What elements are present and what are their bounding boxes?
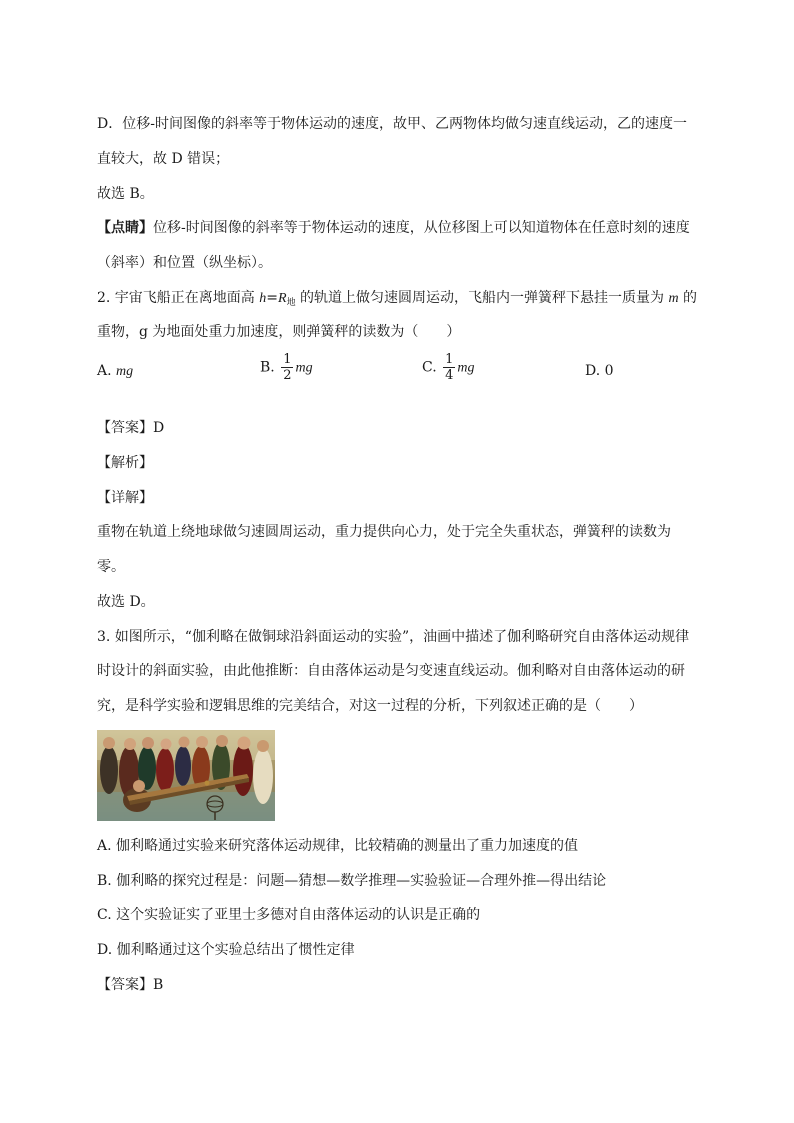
q3-option-a: A. 伽利略通过实验来研究落体运动规律，比较精确的测量出了重力加速度的值 [97,838,579,854]
q1-choose: 故选 B。 [97,186,154,202]
q2-stem-line1: 2. 宇宙飞船正在离地面高 $h=R_地$ 的轨道上做匀速圆周运动，飞船内一弹簧秤下悬挂一质量为 m 的 [97,290,698,308]
q2-option-a: A. mg [97,363,134,379]
q2-stem-line2: 重物，g 为地面处重力加速度，则弹簧秤的读数为（ ） [97,324,461,340]
dianjing-tag: 【点睛】 [97,220,153,236]
q1-option-d-line2: 直较大，故 D 错误； [97,151,230,167]
fraction-one-quarter: $\frac{1}{4}$ [445,352,454,383]
q1-option-d-line1: D．位移-时间图像的斜率等于物体运动的速度，故甲、乙两物体均做匀速直线运动，乙的速度一 [97,116,687,132]
q1-dianjing-line2: （斜率）和位置（纵坐标）。 [97,255,272,271]
q2-option-c: C. $\frac{1}{4}$ mg [422,352,475,383]
q3-option-b: B. 伽利略的探究过程是：问题—猜想—数学推理—实验验证—合理外推—得出结论 [97,873,607,889]
q2-explain-line1: 重物在轨道上绕地球做匀速圆周运动，重力提供向心力，处于完全失重状态，弹簧秤的读数为 [97,524,671,540]
q2-detail: 【详解】 [97,490,153,506]
q3-option-c: C. 这个实验证实了亚里士多德对自由落体运动的认识是正确的 [97,907,481,923]
q3-answer: 【答案】B [97,977,164,993]
q1-dianjing-line1: 【点睛】位移-时间图像的斜率等于物体运动的速度，从位移图上可以知道物体在任意时刻的速度 [97,220,690,236]
galileo-painting-image [97,730,275,821]
q2-analysis: 【解析】 [97,455,153,471]
fraction-one-half: $\frac{1}{2}$ [283,352,292,383]
q2-explain-line2: 零。 [97,559,125,575]
q2-answer: 【答案】D [97,420,165,436]
q2-choose: 故选 D。 [97,594,155,610]
q3-stem-line2: 时设计的斜面实验，由此他推断：自由落体运动是匀变速直线运动。伽利略对自由落体运动的研 [97,663,685,679]
q3-stem-line3: 究，是科学实验和逻辑思维的完美结合，对这一过程的分析，下列叙述正确的是（ ） [97,698,643,714]
q3-option-d: D. 伽利略通过这个实验总结出了惯性定律 [97,942,355,958]
q2-option-d: D. 0 [585,363,614,379]
q3-stem-line1: 3. 如图所示，“伽利略在做铜球沿斜面运动的实验”，油画中描述了伽利略研究自由落体运动规律 [97,629,690,645]
q2-option-b: B. $\frac{1}{2}$ mg [260,352,313,383]
